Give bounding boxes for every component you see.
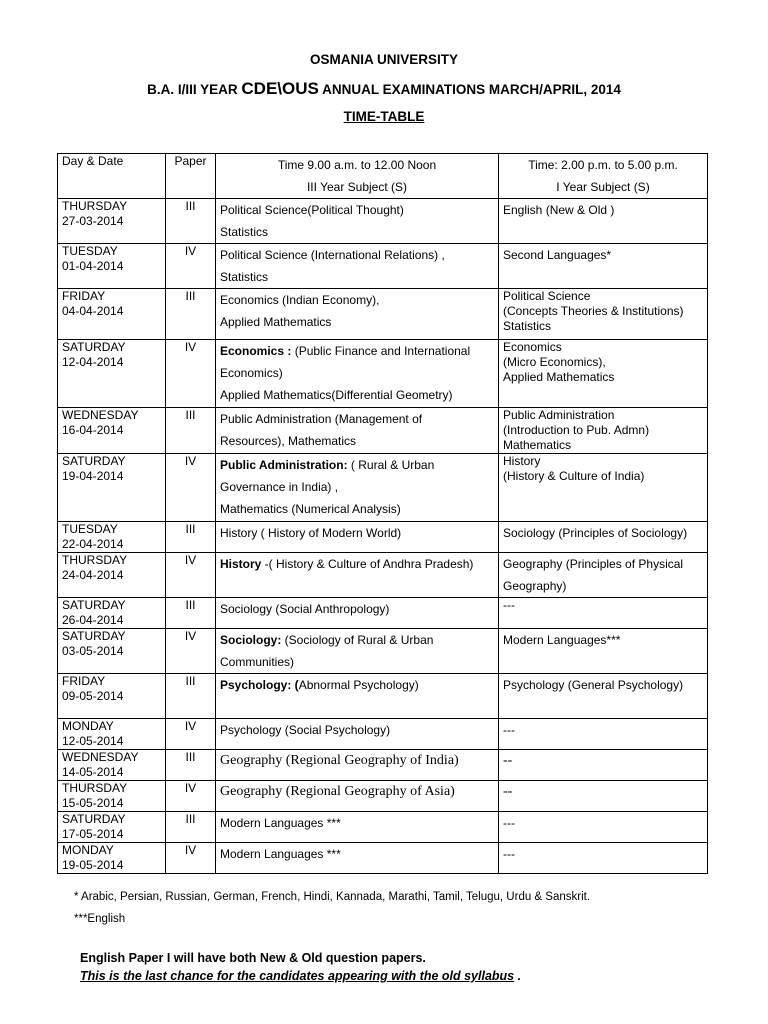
afternoon-line-1: Public Administration — [503, 408, 615, 422]
day-name: SATURDAY — [62, 629, 126, 643]
morning-line-1 — [220, 340, 494, 362]
afternoon-line-1: --- — [503, 847, 515, 861]
exam-date: 15-05-2014 — [62, 796, 124, 810]
last-chance-end: . — [514, 969, 522, 983]
exam-date: 16-04-2014 — [62, 423, 124, 437]
afternoon-subject-cell — [499, 199, 708, 244]
exam-date: 24-04-2014 — [62, 568, 124, 582]
afternoon-line-3: Statistics — [503, 319, 552, 333]
paper-cell: III — [166, 289, 216, 340]
afternoon-line-1: Geography (Principles of Physical — [503, 557, 684, 571]
afternoon-line-1: Economics — [503, 340, 562, 354]
paper-cell: IV — [166, 454, 216, 522]
day-date-cell — [58, 629, 166, 674]
morning-line-1 — [220, 629, 494, 651]
afternoon-line-1: -- — [503, 753, 513, 768]
exam-date: 03-05-2014 — [62, 644, 124, 658]
paper-cell: III — [166, 812, 216, 843]
day-name: THURSDAY — [62, 781, 128, 795]
afternoon-line-1: English (New & Old ) — [503, 203, 615, 217]
paper-cell: IV — [166, 781, 216, 812]
day-name: FRIDAY — [62, 674, 106, 688]
exam-date: 04-04-2014 — [62, 304, 124, 318]
paper-cell: IV — [166, 340, 216, 408]
morning-subject-bold: History — [220, 557, 262, 571]
morning-subject-bold: Economics : — [220, 344, 292, 358]
exam-date: 22-04-2014 — [62, 537, 124, 551]
exam-date: 01-04-2014 — [62, 259, 124, 273]
paper-cell: III — [166, 522, 216, 553]
afternoon-line-1: Second Languages* — [503, 248, 612, 262]
timetable-body — [58, 154, 708, 874]
afternoon-line-1: -- — [503, 784, 513, 799]
day-name: SATURDAY — [62, 598, 126, 612]
morning-subject-text: Economics (Indian Economy), — [220, 293, 380, 307]
morning-line-1 — [220, 408, 494, 430]
paper-cell: III — [166, 408, 216, 454]
last-chance-text: This is the last chance for the candidates appearing with the old syllabus — [80, 969, 515, 983]
day-date-cell — [58, 553, 166, 598]
afternoon-line-1: Modern Languages*** — [503, 633, 621, 647]
morning-subject-cell — [216, 199, 499, 244]
morning-subject-text: Geography (Regional Geography of India) — [220, 753, 459, 768]
morning-subject-cell — [216, 340, 499, 408]
table-row — [58, 629, 708, 674]
paper-cell: III — [166, 598, 216, 629]
morning-subject-text: ( Rural & Urban — [347, 458, 435, 472]
afternoon-line-1: Psychology (General Psychology) — [503, 678, 684, 692]
morning-line-1 — [220, 199, 494, 221]
afternoon-line-1: Sociology (Principles of Sociology) — [503, 526, 688, 540]
day-date-cell — [58, 244, 166, 289]
morning-subject-text: -( History & Culture of Andhra Pradesh) — [261, 557, 474, 571]
day-name: SATURDAY — [62, 340, 126, 354]
afternoon-line-2: (History & Culture of India) — [503, 469, 645, 483]
table-row — [58, 340, 708, 408]
morning-subject-text: Geography (Regional Geography of Asia) — [220, 784, 455, 799]
morning-subject-text: Political Science(Political Thought) — [220, 203, 404, 217]
afternoon-subject-cell — [499, 408, 708, 454]
afternoon-line-2: (Micro Economics), — [503, 355, 606, 369]
exam-title-pre: B.A. I/III YEAR — [147, 82, 242, 97]
day-date-cell — [58, 199, 166, 244]
afternoon-subject-cell — [499, 244, 708, 289]
day-name: MONDAY — [62, 719, 114, 733]
morning-line-2: Statistics — [220, 270, 269, 284]
paper-cell: III — [166, 750, 216, 781]
day-date-cell — [58, 750, 166, 781]
exam-title-post: ANNUAL EXAMINATIONS MARCH/APRIL, 2014 — [318, 82, 621, 97]
header-morning — [216, 154, 499, 199]
header-morning-time: Time 9.00 a.m. to 12.00 Noon — [277, 158, 437, 172]
morning-subject-cell — [216, 522, 499, 553]
morning-subject-text: Modern Languages *** — [220, 816, 341, 830]
afternoon-subject-cell — [499, 340, 708, 408]
morning-line-1 — [220, 750, 494, 772]
paper-cell: III — [166, 674, 216, 719]
morning-subject-cell — [216, 843, 499, 874]
morning-line-2: Communities) — [220, 655, 295, 669]
table-row — [58, 553, 708, 598]
afternoon-subject-cell — [499, 781, 708, 812]
afternoon-subject-cell — [499, 629, 708, 674]
day-name: SATURDAY — [62, 812, 126, 826]
afternoon-line-1: --- — [503, 723, 515, 737]
morning-subject-cell — [216, 781, 499, 812]
timetable — [57, 153, 708, 874]
day-name: TUESDAY — [62, 522, 118, 536]
timetable-subtitle: TIME-TABLE — [343, 109, 425, 124]
afternoon-line-2: (Concepts Theories & Institutions) — [503, 304, 684, 318]
afternoon-line-2: Geography) — [503, 579, 567, 593]
morning-subject-cell — [216, 598, 499, 629]
exam-date: 17-05-2014 — [62, 827, 124, 841]
morning-line-2: Statistics — [220, 225, 269, 239]
afternoon-line-2: (Introduction to Pub. Admn) — [503, 423, 650, 437]
table-row — [58, 289, 708, 340]
morning-line-1 — [220, 781, 494, 803]
afternoon-subject-cell — [499, 812, 708, 843]
afternoon-subject-cell — [499, 719, 708, 750]
afternoon-subject-cell — [499, 843, 708, 874]
morning-line-2: Applied Mathematics — [220, 315, 332, 329]
morning-line-2: Economics) — [220, 366, 283, 380]
morning-line-1 — [220, 719, 494, 741]
exam-date: 09-05-2014 — [62, 689, 124, 703]
last-chance-note — [80, 969, 521, 983]
day-date-cell — [58, 408, 166, 454]
table-row — [58, 598, 708, 629]
morning-subject-text: (Sociology of Rural & Urban — [281, 633, 434, 647]
day-date-cell — [58, 812, 166, 843]
exam-date: 12-05-2014 — [62, 734, 124, 748]
table-row — [58, 781, 708, 812]
morning-subject-cell — [216, 454, 499, 522]
day-name: WEDNESDAY — [62, 750, 139, 764]
afternoon-subject-cell — [499, 553, 708, 598]
day-name: FRIDAY — [62, 289, 106, 303]
morning-subject-cell — [216, 674, 499, 719]
table-header-row — [58, 154, 708, 199]
header-afternoon — [499, 154, 708, 199]
second-languages-note: * Arabic, Persian, Russian, German, French, Hindi, Kannada, Marathi, Tamil, Telugu, Urdu & Sanskrit. — [74, 891, 591, 903]
morning-subject-text: Public Administration (Management of — [220, 412, 423, 426]
morning-line-1 — [220, 674, 494, 696]
morning-subject-text: Modern Languages *** — [220, 847, 341, 861]
exam-title-code: CDE\OUS — [241, 79, 319, 98]
morning-subject-bold: Psychology: ( — [220, 678, 299, 692]
header-afternoon-time: Time: 2.00 p.m. to 5.00 p.m. — [528, 158, 678, 172]
table-row — [58, 454, 708, 522]
paper-cell: IV — [166, 244, 216, 289]
morning-line-1 — [220, 522, 494, 544]
afternoon-line-1: History — [503, 454, 541, 468]
morning-line-1 — [220, 812, 494, 834]
university-name: OSMANIA UNIVERSITY — [309, 52, 458, 67]
paper-cell: IV — [166, 719, 216, 750]
morning-subject-bold: Sociology: — [220, 633, 282, 647]
morning-line-1 — [220, 454, 494, 476]
table-row — [58, 719, 708, 750]
afternoon-subject-cell — [499, 522, 708, 553]
header-afternoon-subject: I Year Subject (S) — [556, 180, 650, 194]
day-name: WEDNESDAY — [62, 408, 139, 422]
exam-date: 12-04-2014 — [62, 355, 124, 369]
afternoon-subject-cell — [499, 289, 708, 340]
morning-subject-cell — [216, 289, 499, 340]
day-date-cell — [58, 289, 166, 340]
morning-subject-text: History ( History of Modern World) — [220, 526, 402, 540]
morning-line-1 — [220, 598, 494, 620]
day-date-cell — [58, 340, 166, 408]
day-name: THURSDAY — [62, 553, 128, 567]
day-date-cell — [58, 598, 166, 629]
afternoon-line-3: Mathematics — [503, 438, 572, 452]
morning-subject-cell — [216, 750, 499, 781]
morning-subject-bold: Public Administration: — [220, 458, 348, 472]
table-row — [58, 408, 708, 454]
table-row — [58, 244, 708, 289]
morning-subject-cell — [216, 629, 499, 674]
day-name: MONDAY — [62, 843, 114, 857]
exam-date: 19-04-2014 — [62, 469, 124, 483]
morning-subject-text: Abnormal Psychology) — [298, 678, 419, 692]
modern-languages-note: ***English — [74, 913, 126, 925]
afternoon-line-1: Political Science — [503, 289, 591, 303]
day-date-cell — [58, 454, 166, 522]
morning-line-3: Mathematics (Numerical Analysis) — [220, 502, 401, 516]
exam-date: 26-04-2014 — [62, 613, 124, 627]
day-date-cell — [58, 719, 166, 750]
table-row — [58, 812, 708, 843]
morning-subject-cell — [216, 553, 499, 598]
morning-line-2: Resources), Mathematics — [220, 434, 357, 448]
header-paper: Paper — [166, 154, 216, 199]
morning-subject-cell — [216, 408, 499, 454]
paper-cell: IV — [166, 629, 216, 674]
day-name: THURSDAY — [62, 199, 128, 213]
english-paper-note: English Paper I will have both New & Old question papers. — [80, 951, 426, 965]
morning-line-2: Governance in India) , — [220, 480, 339, 494]
header-morning-subject: III Year Subject (S) — [306, 180, 408, 194]
exam-date: 27-03-2014 — [62, 214, 124, 228]
table-row — [58, 199, 708, 244]
day-date-cell — [58, 674, 166, 719]
morning-subject-cell — [216, 244, 499, 289]
afternoon-subject-cell — [499, 674, 708, 719]
table-row — [58, 522, 708, 553]
day-name: SATURDAY — [62, 454, 126, 468]
day-name: TUESDAY — [62, 244, 118, 258]
morning-line-1 — [220, 843, 494, 865]
morning-subject-text: Political Science (International Relations) , — [220, 248, 445, 262]
paper-cell: IV — [166, 843, 216, 874]
afternoon-subject-cell — [499, 454, 708, 522]
afternoon-line-1: --- — [503, 598, 515, 612]
morning-line-1 — [220, 289, 494, 311]
morning-line-1 — [220, 553, 494, 575]
morning-subject-text: (Public Finance and International — [291, 344, 471, 358]
day-date-cell — [58, 522, 166, 553]
afternoon-line-3: Applied Mathematics — [503, 370, 615, 384]
morning-subject-text: Sociology (Social Anthropology) — [220, 602, 390, 616]
exam-title — [0, 79, 768, 99]
table-row — [58, 750, 708, 781]
morning-line-1 — [220, 244, 494, 266]
morning-subject-text: Psychology (Social Psychology) — [220, 723, 391, 737]
afternoon-subject-cell — [499, 750, 708, 781]
day-date-cell — [58, 843, 166, 874]
exam-date: 14-05-2014 — [62, 765, 124, 779]
afternoon-subject-cell — [499, 598, 708, 629]
paper-cell: IV — [166, 553, 216, 598]
paper-cell: III — [166, 199, 216, 244]
morning-line-3: Applied Mathematics(Differential Geometry) — [220, 388, 453, 402]
exam-date: 19-05-2014 — [62, 858, 124, 872]
morning-subject-cell — [216, 719, 499, 750]
afternoon-line-1: --- — [503, 816, 515, 830]
morning-subject-cell — [216, 812, 499, 843]
day-date-cell — [58, 781, 166, 812]
table-row — [58, 843, 708, 874]
table-row — [58, 674, 708, 719]
header-day-date: Day & Date — [58, 154, 166, 199]
